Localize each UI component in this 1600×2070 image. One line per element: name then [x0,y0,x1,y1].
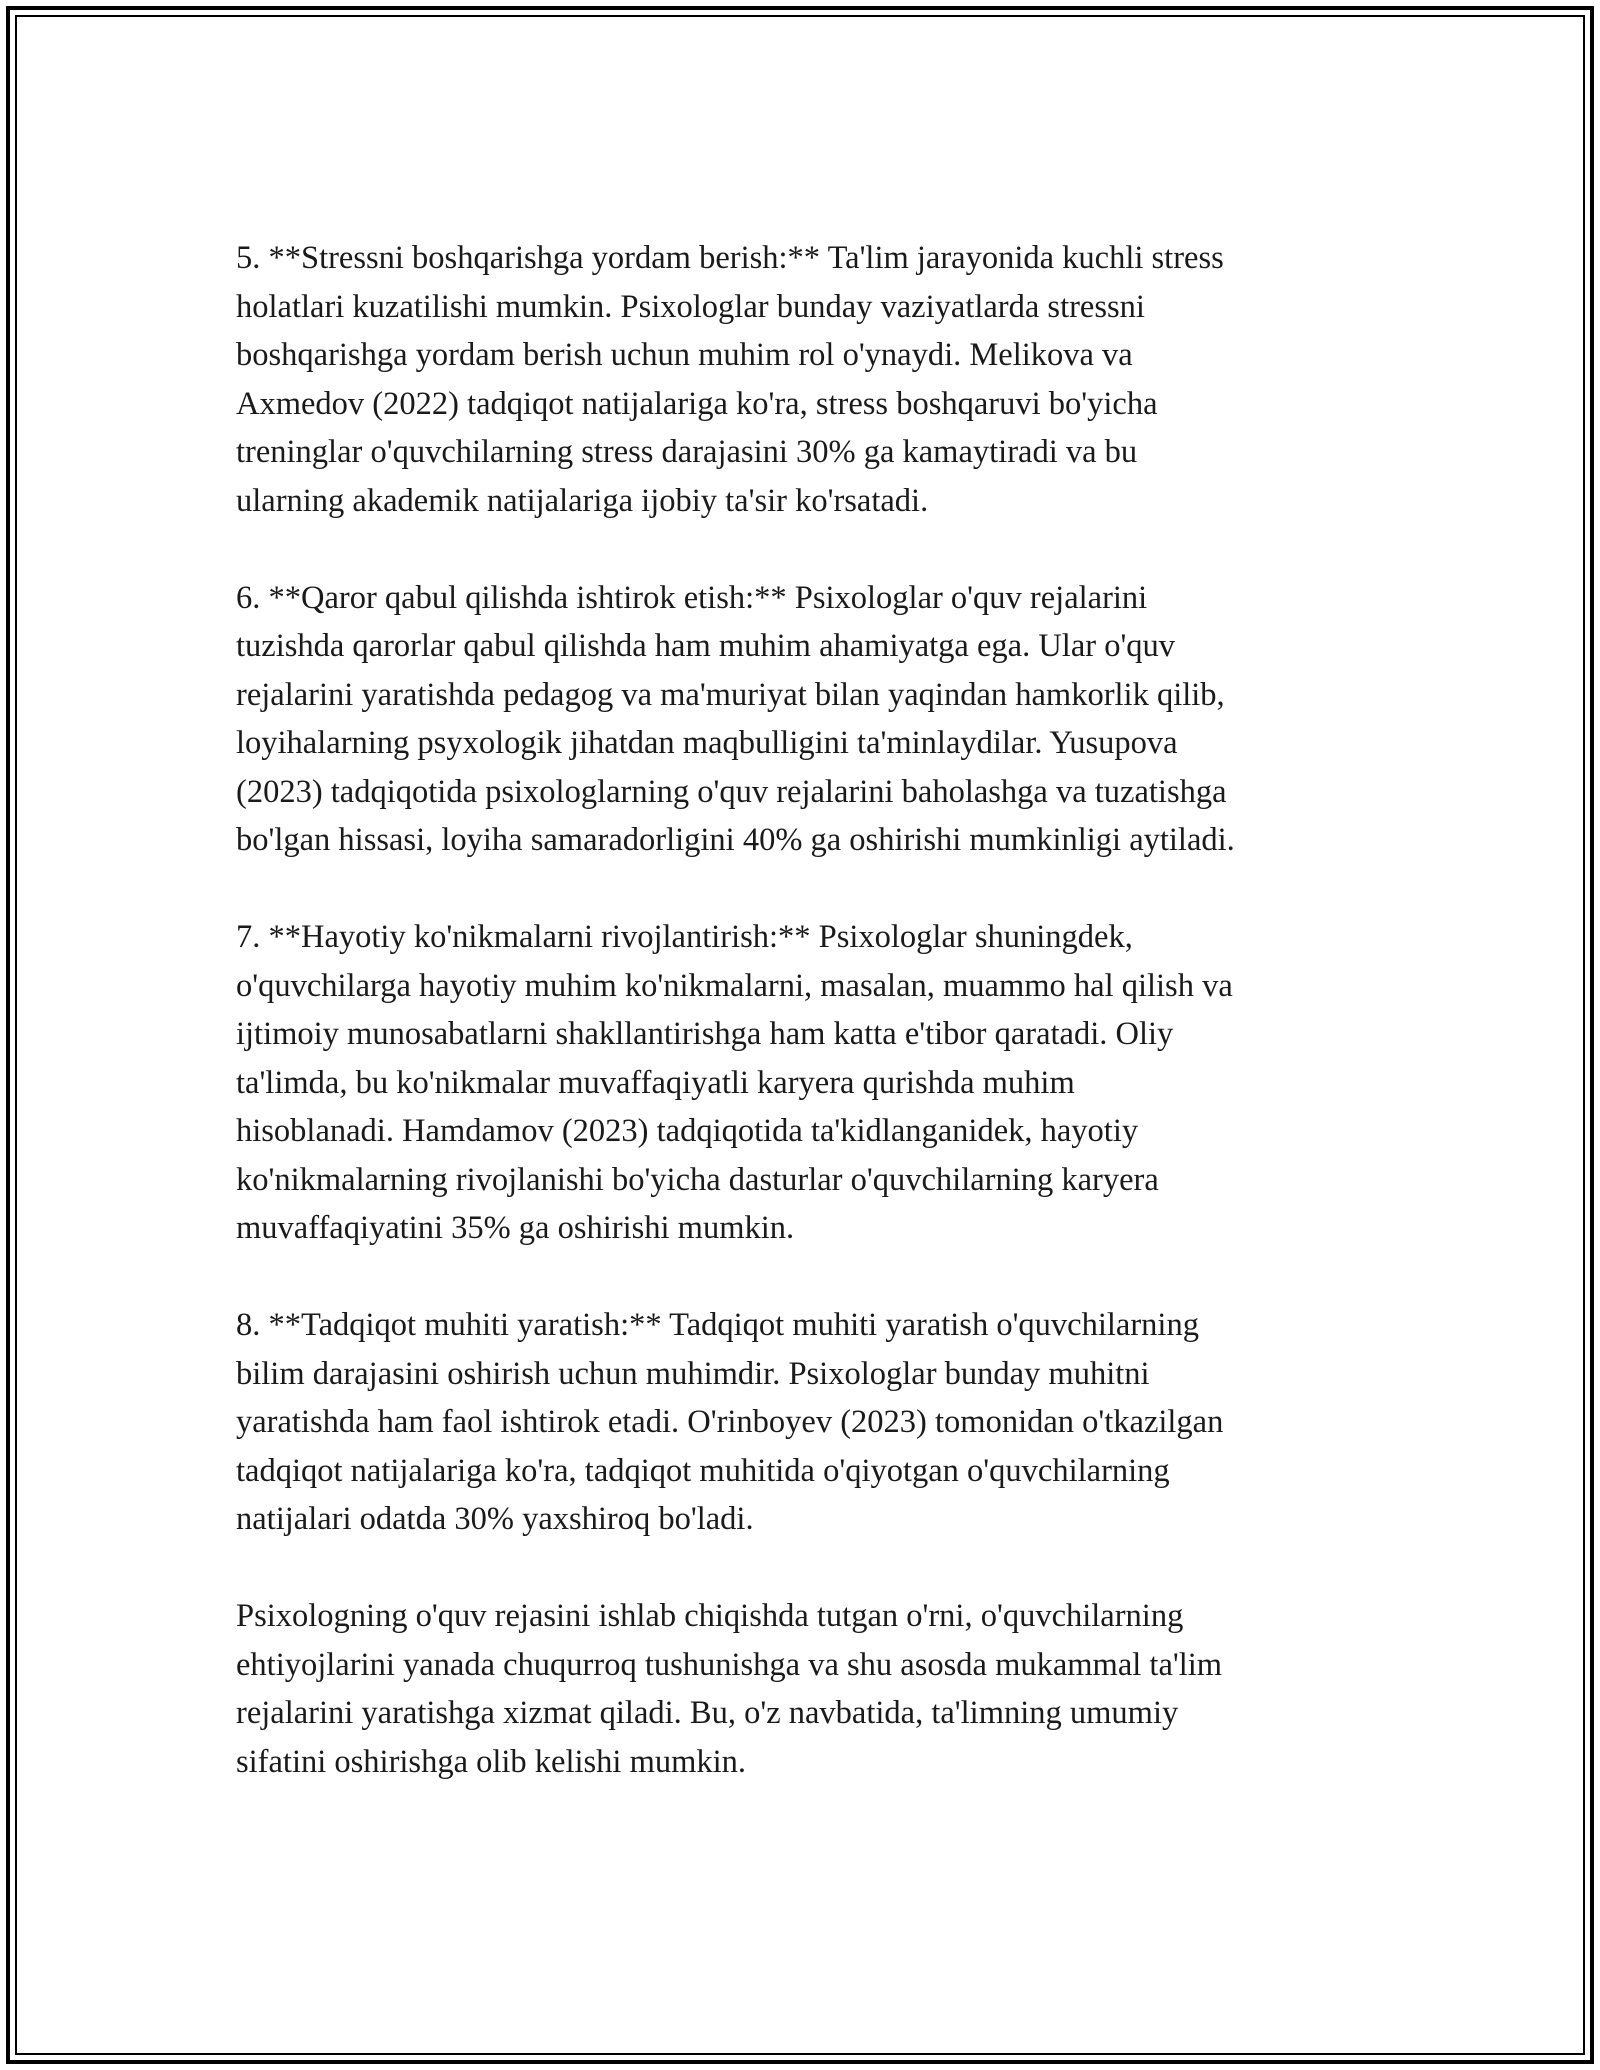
paragraph-research-environment [236,1301,1366,1544]
paragraph-stress-management [236,234,1366,525]
paragraph-life-skills [236,913,1366,1253]
text-line: sifatini oshirishga olib kelishi mumkin. [236,1743,747,1780]
text-line: natijalari odatda 30% yaxshiroq bo'ladi. [236,1501,754,1537]
text-line: (2023) tadqiqotida psixologlarning o'quv rejalarini baholashga va tuzatishga [236,773,1227,810]
text-line: Axmedov (2022) tadqiqot natijalariga ko'ra, stress boshqaruvi bo'yicha [236,385,1158,422]
text-line: rejalarini yaratishga xizmat qiladi. Bu, o'z navbatida, ta'limning umumiy [236,1695,1179,1731]
text-line: ularning akademik natijalariga ijobiy ta'sir ko'rsatadi. [236,482,929,519]
text-line: 8. **Tadqiqot muhiti yaratish:** Tadqiqot muhiti yaratish o'quvchilarning [236,1307,1199,1343]
text-line: tuzishda qarorlar qabul qilishda ham muhim ahamiyatga ega. Ular o'quv [236,628,1176,664]
text-line: rejalarini yaratishda pedagog va ma'muriyat bilan yaqindan hamkorlik qilib, [236,676,1225,713]
text-line: 6. **Qaror qabul qilishda ishtirok etish:** Psixologlar o'quv rejalarini [236,579,1148,616]
document-body [236,234,1366,1786]
text-line: bo'lgan hissasi, loyiha samaradorligini 40% ga oshirishi mumkinligi aytiladi. [236,822,1235,858]
text-line: hisoblanadi. Hamdamov (2023) tadqiqotida ta'kidlanganidek, hayotiy [236,1113,1139,1149]
text-line: holatlari kuzatilishi mumkin. Psixologlar bunday vaziyatlarda stressni [236,288,1145,325]
text-line: ta'limda, bu ko'nikmalar muvaffaqiyatli karyera qurishda muhim [236,1064,1075,1101]
text-line: o'quvchilarga hayotiy muhim ko'nikmalarni, masalan, muammo hal qilish va [236,967,1233,1004]
text-line: muvaffaqiyatini 35% ga oshirishi mumkin. [236,1210,795,1246]
text-line: ijtimoiy munosabatlarni shakllantirishga ham katta e'tibor qaratadi. Oliy [236,1016,1174,1052]
text-line: bilim darajasini oshirish uchun muhimdir. Psixologlar bunday muhitni [236,1355,1150,1392]
text-line: tadqiqot natijalariga ko'ra, tadqiqot muhitida o'qiyotgan o'quvchilarning [236,1452,1170,1489]
text-line: treninglar o'quvchilarning stress darajasini 30% ga kamaytiradi va bu [236,434,1138,470]
paragraph-decision-making [236,574,1366,865]
text-line: ko'nikmalarning rivojlanishi bo'yicha dasturlar o'quvchilarning karyera [236,1161,1159,1198]
text-line: loyihalarning psyxologik jihatdan maqbulligini ta'minlaydilar. Yusupova [236,725,1178,761]
paragraph-conclusion [236,1592,1366,1786]
text-line: yaratishda ham faol ishtirok etadi. O'rinboyev (2023) tomonidan o'tkazilgan [236,1404,1224,1440]
text-line: 5. **Stressni boshqarishga yordam berish:** Ta'lim jarayonida kuchli stress [236,240,1224,276]
text-line: boshqarishga yordam berish uchun muhim rol o'ynaydi. Melikova va [236,337,1133,373]
text-line: ehtiyojlarini yanada chuqurroq tushunishga va shu asosda mukammal ta'lim [236,1646,1223,1683]
text-line: Psixologning o'quv rejasini ishlab chiqishda tutgan o'rni, o'quvchilarning [236,1598,1184,1634]
text-line: 7. **Hayotiy ko'nikmalarni rivojlantirish:** Psixologlar shuningdek, [236,919,1133,955]
